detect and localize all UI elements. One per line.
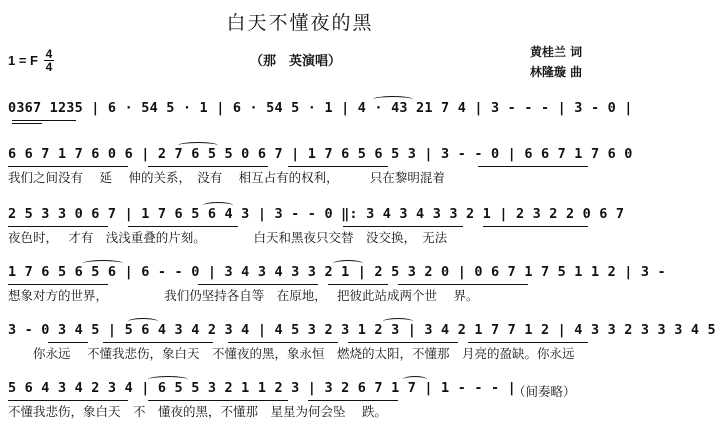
score-row-4: [8, 264, 666, 306]
credits: [530, 42, 582, 82]
key-label: 1 = F: [8, 53, 38, 68]
song-title: 白天不懂夜的黑: [226, 12, 374, 34]
notation-line: 0367 1235 | 6 · 54 5 · 1 | 6 · 54 5 · 1 | 4 · 43 21 7 4 | 3 - - - | 3 - 0 |: [8, 100, 633, 116]
lyrics-line: 想象对方的世界， 我们仍坚持各自等 在原地， 把彼此站成两个世 界。: [8, 288, 479, 303]
performer: （那 英演唱）: [250, 54, 342, 69]
lyricist: 黄桂兰 词: [530, 45, 583, 59]
key-signature: [8, 48, 54, 73]
score-row-1: [8, 100, 633, 142]
interlude-note: （间奏略）: [513, 384, 576, 399]
notation-line: 6 6 7 1 7 6 0 6 | 2 7 6 5 5 0 6 7 | 1 7 6 5 6 5 3 | 3 - - 0 | 6 6 7 1 7 6 0: [8, 146, 633, 162]
lyrics-line: 不懂我悲伤，象白天 不 懂夜的黑，不懂那 星星为何会坠 跌。: [8, 404, 387, 419]
lyrics-line: 我们之间没有 延 伸的关系， 没有 相互占有的权利， 只在黎明混着: [8, 170, 445, 185]
score-row-3: [8, 206, 625, 248]
composer: 林隆璇 曲: [530, 65, 583, 79]
lyrics-line: 你永远 不懂我悲伤，象白天 不懂夜的黑，象永恒 燃烧的太阳，不懂那 月亮的盈缺。你永远: [8, 346, 575, 361]
notation-line: 3 - 0 3 4 5 | 5 6 4 3 4 2 3 4 | 4 5 3 2 3 1 2 3 | 3 4 2 1 7 7 1 2 | 4 3 3 2 3 3 3 4 5: [8, 322, 716, 338]
time-signature-bottom: 4: [45, 60, 53, 74]
notation-line: 2 5 3 3 0 6 7 | 1 7 6 5 6 4 3 | 3 - - 0 ‖: 3 4 3 4 3 3 2 1 | 2 3 2 2 0 6 7: [8, 206, 625, 222]
time-signature-top: 4: [45, 47, 53, 61]
score-row-6: [8, 380, 592, 422]
lyrics-line: 夜色时， 才有 浅浅重叠的片刻。 白天和黑夜只交替 没交换， 无法: [8, 230, 448, 245]
time-signature: [44, 48, 54, 73]
notation-line: 5 6 4 3 4 2 3 4 | 6 5 5 3 2 1 1 2 3 | 3 2 6 7 1 7 | 1 - - - |: [8, 380, 516, 396]
score-row-5: [8, 322, 716, 364]
notation-line: 1 7 6 5 6 5 6 | 6 - - 0 | 3 4 3 4 3 3 2 1 | 2 5 3 2 0 | 0 6 7 1 7 5 1 1 2 | 3 -: [8, 264, 666, 280]
score-row-2: [8, 146, 633, 188]
lyrics-line: [8, 122, 592, 142]
